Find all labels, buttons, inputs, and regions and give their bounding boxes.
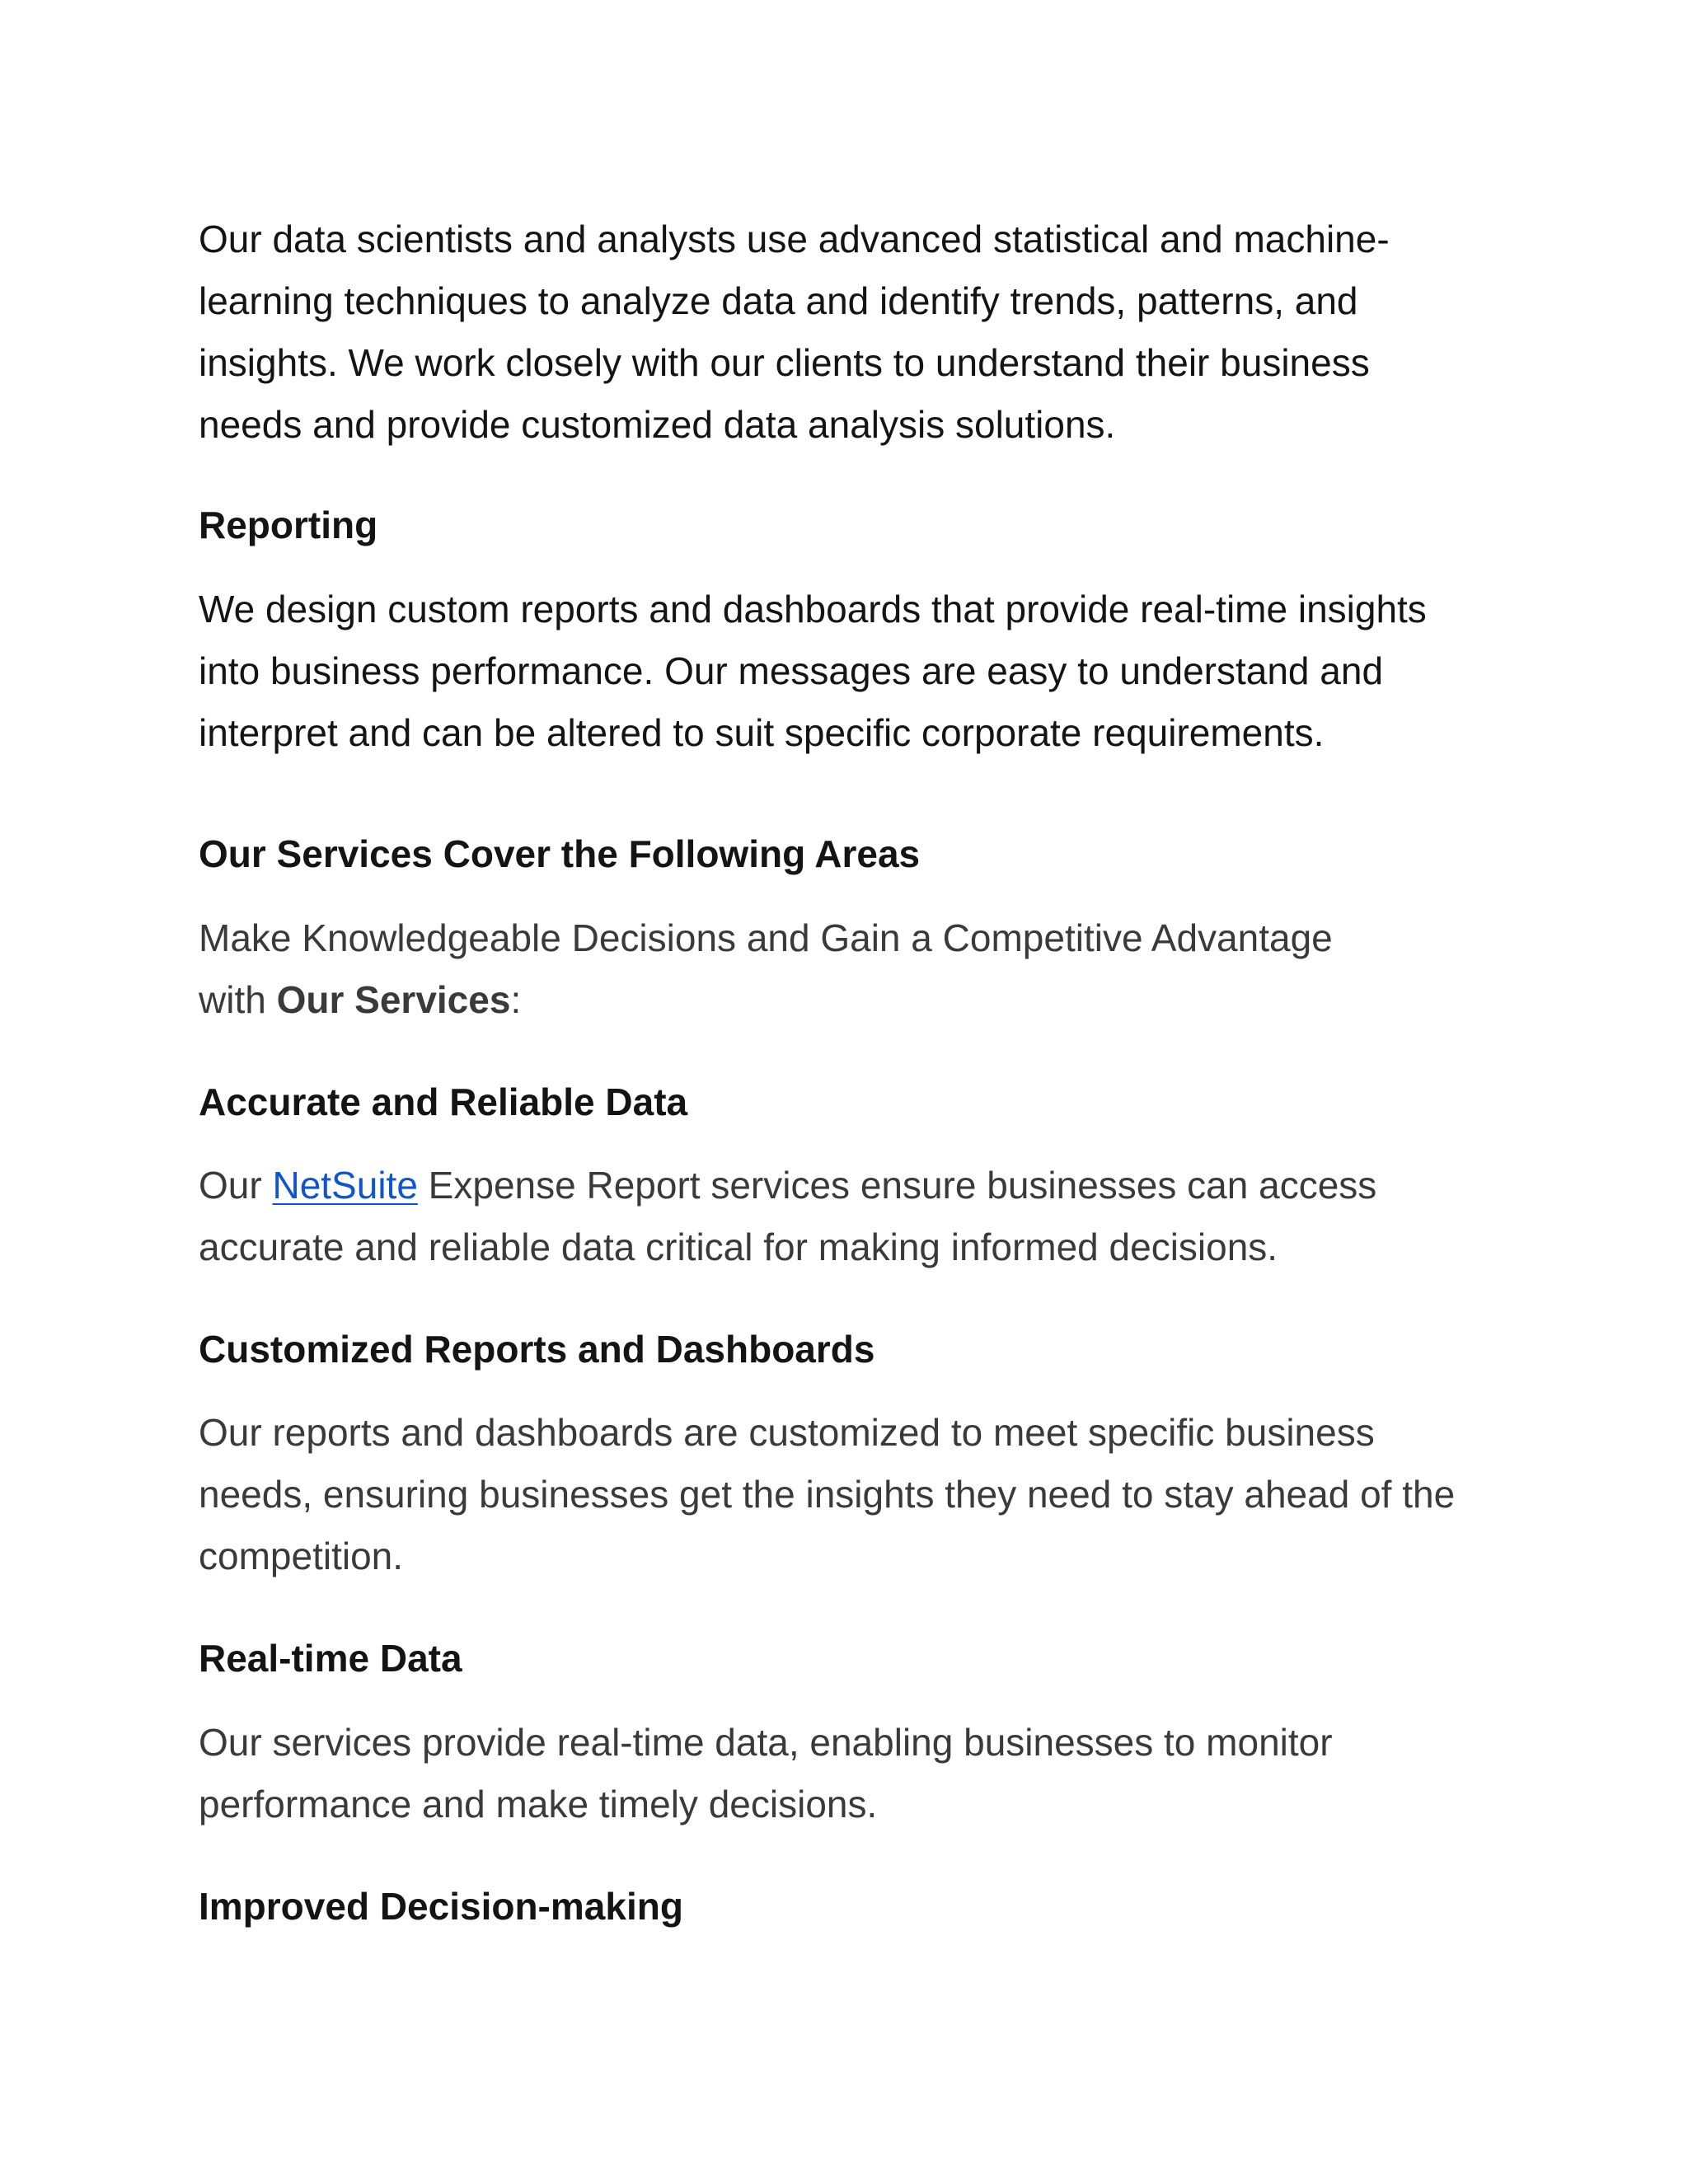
reporting-line: interpret and can be altered to suit specific corporate requirements. bbox=[199, 711, 1325, 754]
services-lead-paragraph bbox=[199, 907, 1534, 1031]
services-heading: Our Services Cover the Following Areas bbox=[199, 832, 921, 875]
services-lead-suffix: : bbox=[510, 978, 522, 1021]
realtime-paragraph bbox=[199, 1712, 1534, 1835]
intro-paragraph bbox=[199, 209, 1534, 456]
customized-line: Our reports and dashboards are customized to meet specific business bbox=[199, 1411, 1375, 1454]
intro-line: Our data scientists and analysts use advanced statistical and machine- bbox=[199, 218, 1390, 260]
services-lead-line: Make Knowledgeable Decisions and Gain a Competitive Advantage bbox=[199, 916, 1333, 959]
intro-line: learning techniques to analyze data and identify trends, patterns, and bbox=[199, 279, 1358, 322]
customized-heading: Customized Reports and Dashboards bbox=[199, 1328, 875, 1371]
customized-paragraph bbox=[199, 1402, 1534, 1587]
accurate-line-suffix: Expense Report services ensure businesses can access bbox=[417, 1164, 1377, 1207]
customized-line: needs, ensuring businesses get the insights they need to stay ahead of the bbox=[199, 1473, 1456, 1516]
services-lead-bold: Our Services bbox=[276, 978, 511, 1021]
accurate-heading: Accurate and Reliable Data bbox=[199, 1080, 688, 1123]
accurate-line bbox=[199, 1155, 1534, 1216]
realtime-heading: Real-time Data bbox=[199, 1637, 462, 1680]
improved-heading: Improved Decision-making bbox=[199, 1885, 683, 1928]
netsuite-link[interactable]: NetSuite bbox=[272, 1164, 418, 1207]
realtime-line: Our services provide real-time data, enabling businesses to monitor bbox=[199, 1721, 1333, 1764]
reporting-line: into business performance. Our messages are easy to understand and bbox=[199, 649, 1384, 692]
accurate-line: accurate and reliable data critical for making informed decisions. bbox=[199, 1226, 1278, 1268]
reporting-heading: Reporting bbox=[199, 504, 378, 546]
customized-line: competition. bbox=[199, 1535, 404, 1577]
reporting-paragraph bbox=[199, 579, 1534, 764]
services-lead-line bbox=[199, 969, 1534, 1031]
intro-line: insights. We work closely with our clients to understand their business bbox=[199, 341, 1370, 384]
accurate-paragraph bbox=[199, 1155, 1534, 1278]
realtime-line: performance and make timely decisions. bbox=[199, 1783, 878, 1825]
reporting-line: We design custom reports and dashboards that provide real-time insights bbox=[199, 588, 1427, 630]
services-lead-prefix: with bbox=[199, 978, 277, 1021]
accurate-line-prefix: Our bbox=[199, 1164, 273, 1207]
intro-line: needs and provide customized data analysis solutions. bbox=[199, 403, 1116, 446]
